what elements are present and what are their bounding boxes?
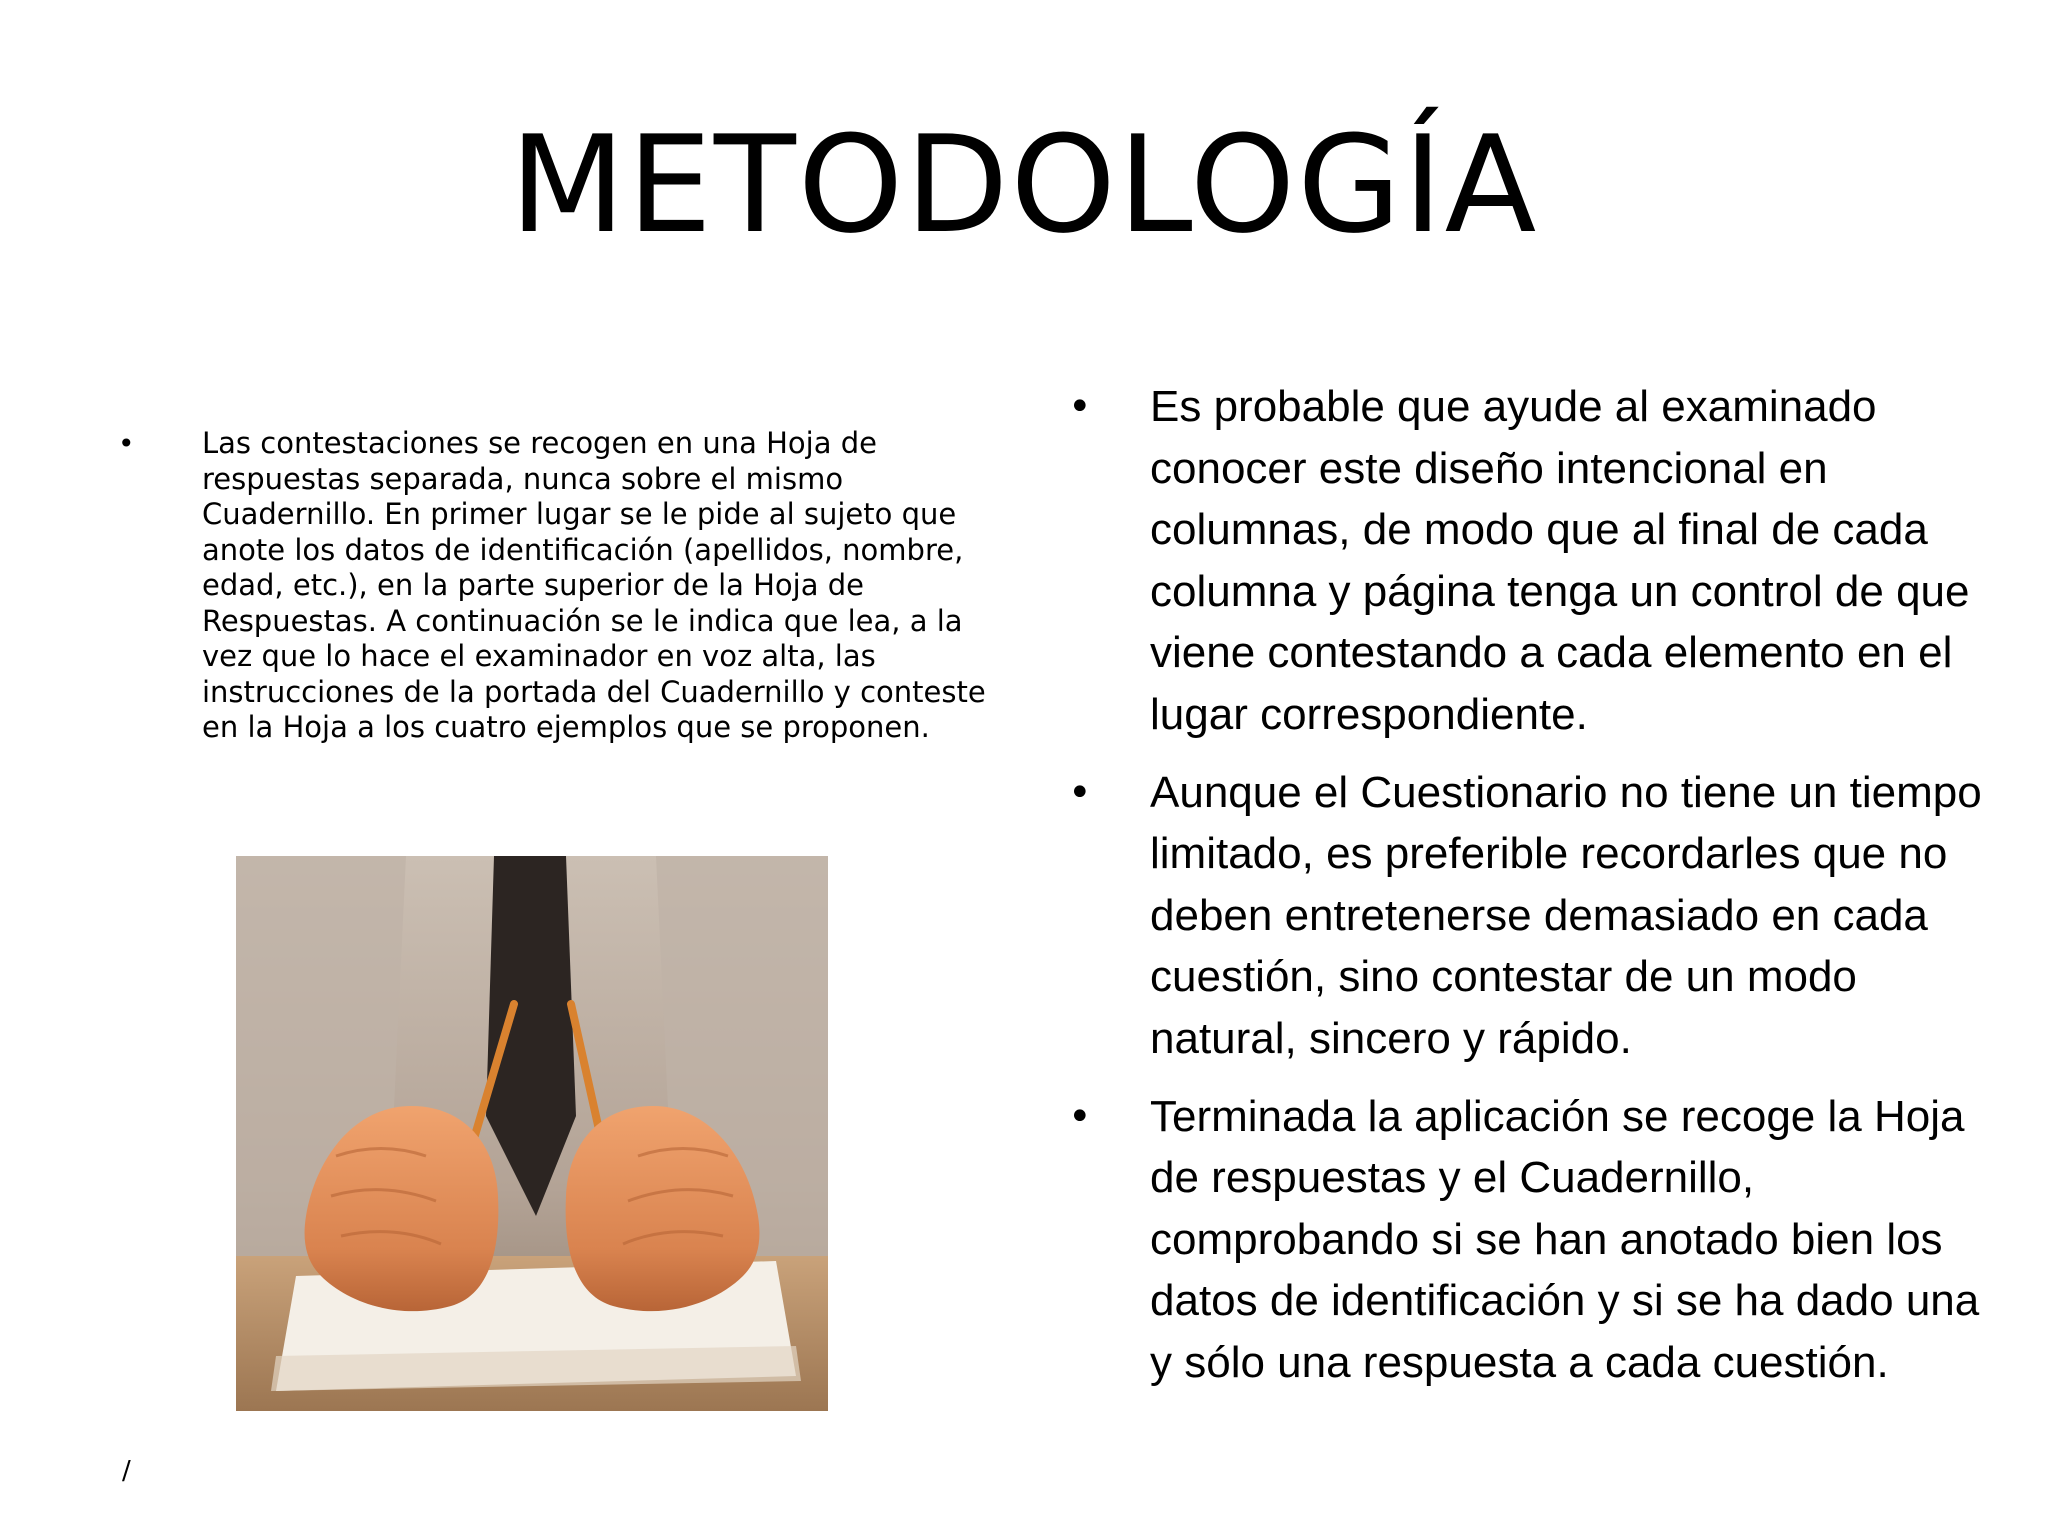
right-bullet-item bbox=[1068, 1086, 1998, 1394]
hands-writing-photo bbox=[236, 856, 828, 1411]
right-bullet-text: Es probable que ayude al examinado conocer este diseño intencional en columnas, de modo que al final de cada columna y página tenga un control de que viene contestando a cada elemento en el lugar correspondiente. bbox=[1150, 382, 1970, 739]
bullet-marker: • bbox=[1068, 769, 1092, 816]
right-bullet-list bbox=[1068, 376, 1998, 1410]
footer-mark: / bbox=[122, 1456, 131, 1486]
left-bullet-list bbox=[118, 426, 1018, 746]
right-bullet-text: Aunque el Cuestionario no tiene un tiempo limitado, es preferible recordarles que no deben entretenerse demasiado en cada cuestión, sino contestar de un modo natural, sincero y rápido. bbox=[1150, 767, 1982, 1063]
slide-title: METODOLOGÍA bbox=[509, 107, 1539, 263]
bullet-marker: • bbox=[1068, 384, 1092, 430]
bullet-marker: • bbox=[1068, 1093, 1092, 1140]
left-bullet-text: Las contestaciones se recogen en una Hoja de respuestas separada, nunca sobre el mismo Cuadernillo. En primer lugar se le pide al sujeto que anote los datos de identificación (apellidos, nombre, edad, etc.), en la parte superior de la Hoja de Respuestas. A continuación se le indica que lea, a la vez que lo hace el examinador en voz alta, las instrucciones de la portada del Cuadernillo y conteste en la Hoja a los cuatro ejemplos que se proponen. bbox=[202, 426, 986, 744]
bullet-marker: • bbox=[118, 427, 135, 460]
right-bullet-item bbox=[1068, 762, 1998, 1070]
left-bullet-item bbox=[118, 426, 1018, 746]
right-bullet-text: Terminada la aplicación se recoge la Hoja de respuestas y el Cuadernillo, comprobando si se han anotado bien los datos de identificación y si se ha dado una y sólo una respuesta a cada cuestión. bbox=[1150, 1091, 1980, 1387]
hands-writing-illustration bbox=[236, 856, 828, 1411]
right-bullet-item bbox=[1068, 376, 1998, 746]
